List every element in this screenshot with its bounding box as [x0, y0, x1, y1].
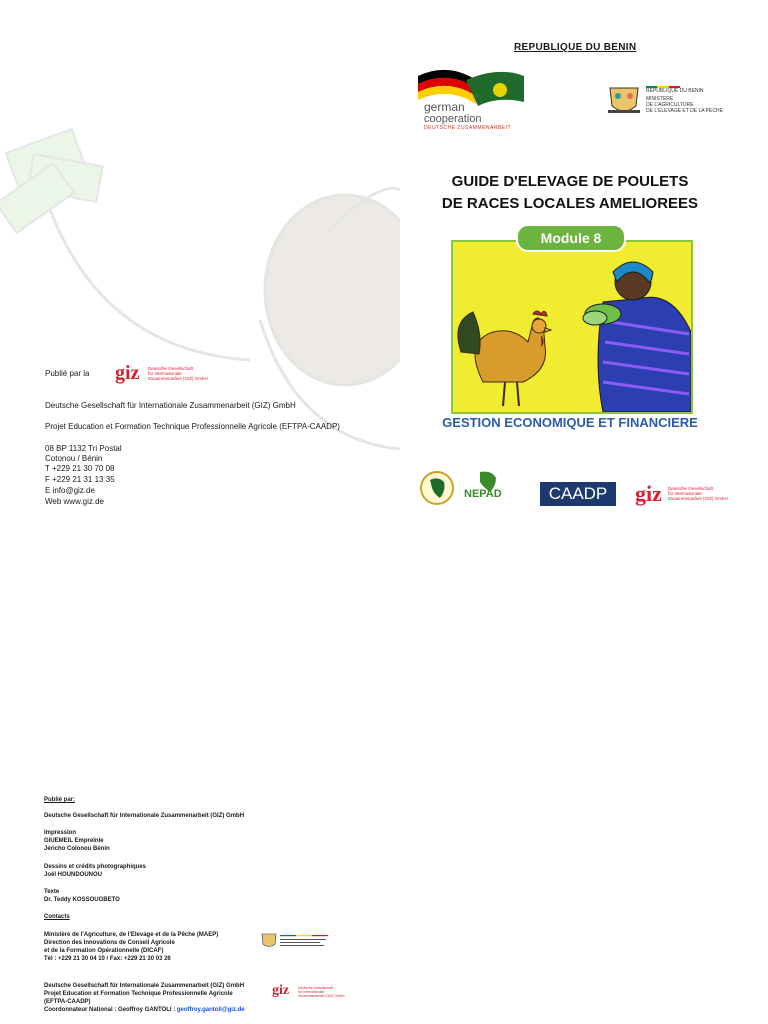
republic-heading: REPUBLIQUE DU BENIN: [514, 42, 637, 53]
phone-number: T +229 21 30 70 08: [45, 464, 115, 473]
giz-back-subtext3: Zusammenarbeit (GIZ) GmbH: [148, 376, 208, 381]
benin-ministry-line2: MINISTERE: [646, 96, 674, 102]
address-line2: Cotonou / Bénin: [45, 454, 103, 463]
imprint-organization: Deutsche Gesellschaft für Internationale Zusammenarbeit (GIZ) GmbH: [44, 813, 245, 819]
imprint-printing-label: Impression: [44, 830, 77, 836]
publisher-project: Projet Education et Formation Technique Professionnelle Agricole (EFTPA-CAADP): [45, 422, 340, 431]
imprint-published-by-heading: Publié par:: [44, 797, 76, 803]
giz-logo-back: giz: [115, 362, 140, 384]
giz-back-subtext1: Deutsche Gesellschaft: [148, 366, 194, 371]
imprint-printer-2: Jéricho Colonou Bénin: [44, 846, 110, 852]
address-line1: 08 BP 1132 Tri Postal: [45, 444, 122, 453]
maep-ministry-logo-icon: [260, 932, 330, 950]
contact-line4: Tél : +229 21 30 04 10 / Fax: +229 21 30 03 26: [44, 956, 171, 962]
benin-ministry-line4: DE L'ELEVAGE ET DE LA PECHE: [646, 108, 723, 114]
coordinator-label: Coordonnateur National : Geoffroy GANTOLI :: [44, 1007, 177, 1013]
imprint-text-author: Dr. Teddy KOSSOUGBETO: [44, 897, 120, 903]
african-union-logo-icon: [416, 470, 458, 506]
imprint-text-label: Texte: [44, 889, 60, 895]
benin-ministry-line3: DE L'AGRICULTURE: [646, 102, 694, 108]
module-subtitle: GESTION ECONOMIQUE ET FINANCIERE: [442, 415, 698, 430]
giz-logo-subtext3: Zusammenarbeit (GIZ) GmbH: [668, 496, 728, 501]
published-by-label: Publié par la: [45, 369, 90, 378]
fax-number: F +229 21 31 13 35: [45, 475, 115, 484]
caadp-logo: CAADP: [540, 482, 616, 506]
german-cooperation-line2: cooperation: [424, 113, 482, 125]
giz-logo-imprint: giz: [272, 983, 290, 998]
contact-line2: Direction des Innovations de Conseil Agricole: [44, 940, 175, 946]
benin-coat-of-arms-icon: [606, 84, 642, 116]
giz-contact-line4: [44, 1007, 245, 1014]
contact-line3: et de la Formation Opérationnelle (DICAF): [44, 948, 164, 954]
coordinator-email-link[interactable]: geoffroy.gantoli@giz.de: [176, 1007, 245, 1013]
giz-logo-subtext1: Deutsche Gesellschaft: [668, 486, 714, 491]
imprint-contacts-heading: Contacts: [44, 914, 70, 920]
email-address: E info@giz.de: [45, 486, 95, 495]
website: Web www.giz.de: [45, 497, 104, 506]
publisher-organization: Deutsche Gesellschaft für Internationale Zusammenarbeit (GIZ) GmbH: [45, 401, 296, 410]
giz-contact-line2: Projet Education et Formation Technique Professionnelle Agricole: [44, 991, 233, 997]
giz-logo: giz: [635, 481, 662, 506]
contact-line1: Ministère de l'Agriculture, de l'Elevage et de la Pêche (MAEP): [44, 932, 219, 938]
imprint-printer-1: GIUEMEIL Emprelnle: [44, 838, 104, 844]
giz-imprint-subtext2: für Internationale: [298, 990, 325, 994]
module-illustration-frame: [451, 240, 693, 414]
giz-back-subtext2: für Internationale: [148, 371, 182, 376]
giz-logo-subtext2: für Internationale: [668, 491, 702, 496]
benin-ministry-line1: REPUBLIQUE DU BENIN: [646, 88, 704, 94]
imprint-drawings-label: Dessins et crédits photographiques: [44, 864, 147, 870]
guide-title-line2: DE RACES LOCALES AMELIOREES: [441, 195, 699, 212]
giz-imprint-subtext1: Deutsche Gesellschaft: [298, 986, 334, 990]
module-badge: Module 8: [516, 224, 626, 252]
german-cooperation-line3: DEUTSCHE ZUSAMMENARBEIT: [424, 125, 512, 131]
giz-contact-line3: (EFTPA-CAADP): [44, 999, 91, 1005]
rooster-and-woman-illustration: [453, 242, 691, 412]
nepad-label: NEPAD: [464, 488, 502, 500]
giz-imprint-subtext3: Zusammenarbeit (GIZ) GmbH: [298, 994, 345, 998]
giz-contact-line1: Deutsche Gesellschaft für Internationale Zusammenarbeit (GIZ) GmbH: [44, 983, 245, 989]
guide-title-line1: GUIDE D'ELEVAGE DE POULETS: [451, 173, 689, 190]
german-cooperation-line1: german: [424, 100, 465, 114]
imprint-drawings-author: Joël HOUNDOUNOU: [44, 872, 103, 878]
